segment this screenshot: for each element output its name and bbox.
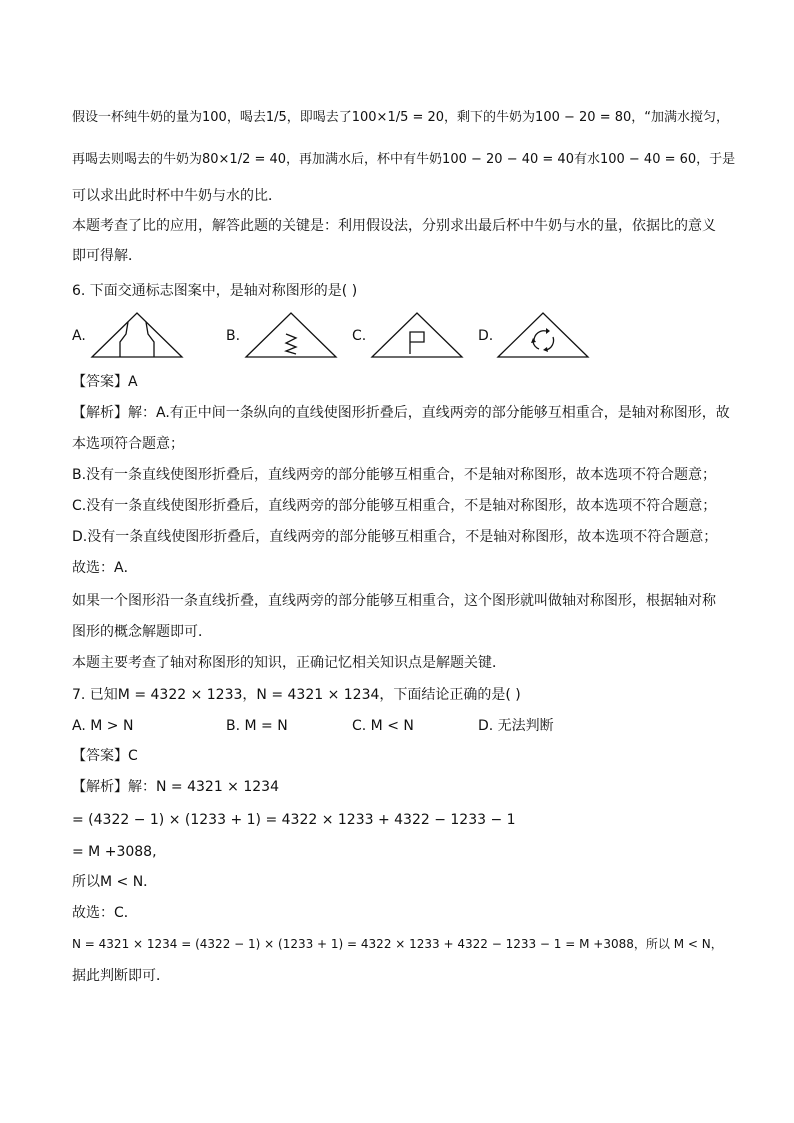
q6-option-a-label: A. [72,328,86,344]
q6-analysis-line-5: D.没有一条直线使图形折叠后，直线两旁的部分能够互相重合，不是轴对称图形，故本选项不符合题意； [72,529,718,545]
q7-analysis-line-7: 据此判断即可． [72,968,170,984]
road-narrowing-sign-icon [90,310,184,360]
q6-option-c-label: C. [352,328,367,344]
q6-option-b-label: B. [226,328,241,344]
q6-answer: 【答案】A [72,374,138,390]
q7-analysis-line-1: 【解析】解：N = 4321 × 1234 [72,779,279,795]
analysis-intro-line-1: 假设一杯纯牛奶的量为100，喝去1/5，即喝去了100×1/5 = 20，剩下的牛奶为100 − 20 = 80，“加满水搅匀， [72,110,730,125]
q6-analysis-line-9: 本题主要考查了轴对称图形的知识，正确记忆相关知识点是解题关键． [72,655,506,671]
q7-option-c: C. M < N [352,718,414,734]
q6-analysis-line-6: 故选：A． [72,560,138,576]
analysis-intro-line-5: 即可得解． [72,248,142,264]
q7-option-b: B. M = N [226,718,288,734]
zigzag-spring-sign-icon [244,310,338,360]
q6-analysis-line-1: 【解析】解：A.有正中间一条纵向的直线使图形折叠后，直线两旁的部分能够互相重合，是轴对称图形，故 [72,405,730,421]
q7-analysis-line-2: = (4322 − 1) × (1233 + 1) = 4322 × 1233 + 4322 − 1233 − 1 [72,812,516,828]
q6-analysis-line-7: 如果一个图形沿一条直线折叠，直线两旁的部分能够互相重合，这个图形就叫做轴对称图形，根据轴对称 [72,593,716,609]
q6-stem: 6. 下面交通标志图案中，是轴对称图形的是( ) [72,283,358,299]
q6-option-d-label: D. [478,328,494,344]
q7-answer: 【答案】C [72,748,138,764]
analysis-intro-line-4: 本题考查了比的应用，解答此题的关键是：利用假设法，分别求出最后杯中牛奶与水的量，依据比的意义 [72,218,716,234]
q7-analysis-line-3: = M +3088, [72,844,157,860]
q7-stem: 7. 已知M = 4322 × 1233，N = 4321 × 1234，下面结论正确的是( ) [72,687,521,703]
letter-p-sign-icon [370,310,464,360]
q7-analysis-line-6: N = 4321 × 1234 = (4322 − 1) × (1233 + 1) = 4322 × 1233 + 4322 − 1233 − 1 = M +3088，所以 M < N， [72,937,723,951]
q6-analysis-line-4: C.没有一条直线使图形折叠后，直线两旁的部分能够互相重合，不是轴对称图形，故本选项不符合题意； [72,498,717,514]
q7-option-a: A. M > N [72,718,134,734]
q6-analysis-line-2: 本选项符合题意； [72,436,184,452]
analysis-intro-line-2: 再喝去则喝去的牛奶为80×1/2 = 40，再加满水后，杯中有牛奶100 − 20 − 40 = 40有水100 − 40 = 60，于是 [72,152,736,167]
q6-analysis-line-3: B.没有一条直线使图形折叠后，直线两旁的部分能够互相重合，不是轴对称图形，故本选项不符合题意； [72,467,717,483]
roundabout-arrows-sign-icon [496,310,590,360]
q6-analysis-line-8: 图形的概念解题即可． [72,624,212,640]
q7-analysis-line-5: 故选：C． [72,905,138,921]
q7-analysis-line-4: 所以M < N． [72,874,158,890]
analysis-intro-line-3: 可以求出此时杯中牛奶与水的比． [72,188,282,204]
q7-option-d: D. 无法判断 [478,718,554,734]
